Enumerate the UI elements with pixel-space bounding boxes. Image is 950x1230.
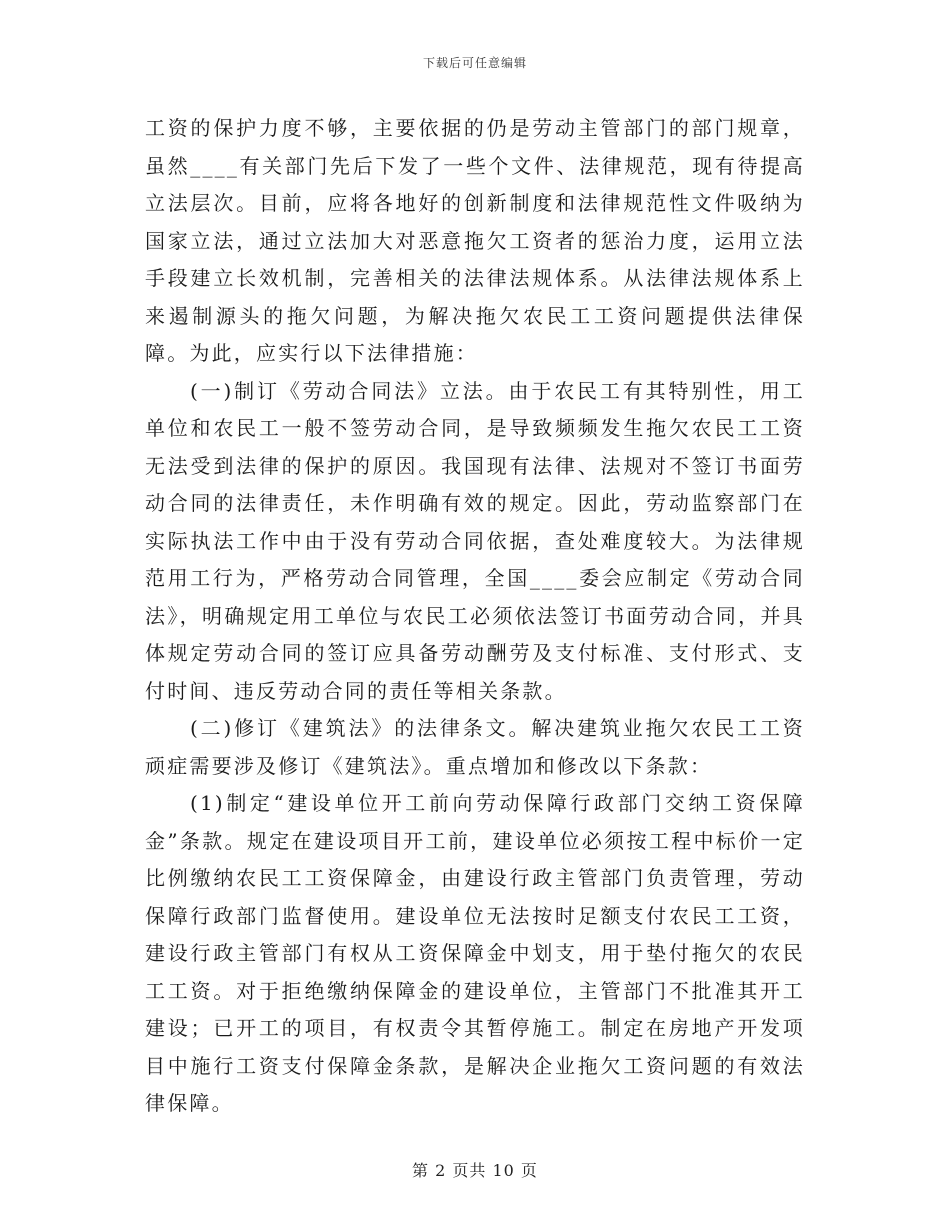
document-body [145, 110, 805, 1123]
paragraph-wage-guarantee: (1)制定“建设单位开工前向劳动保障行政部门交纳工资保障金”条款。规定在建设项目开工前，建设单位必须按工程中标价一定比例缴纳农民工工资保障金，由建设行政主管部门负责管理，劳动保障行政部门监督使用。建设单位无法按时足额支付农民工工资，建设行政主管部门有权从工资保障金中划支，用于垫付拖欠的农民工工资。对于拒绝缴纳保障金的建设单位，主管部门不批准其开工建设；已开工的项目，有权责令其暂停施工。制定在房地产开发项目中施行工资支付保障金条款，是解决企业拖欠工资问题的有效法律保障。 [145, 791, 805, 1115]
paragraph-intro: 工资的保护力度不够，主要依据的仍是劳动主管部门的部门规章，虽然____有关部门先后下发了一些个文件、法律规范，现有待提高立法层次。目前，应将各地好的创新制度和法律规范性文件吸纳为国家立法，通过立法加大对恶意拖欠工资者的惩治力度，运用立法手段建立长效机制，完善相关的法律法规体系。从法律法规体系上来遏制源头的拖欠问题，为解决拖欠农民工工资问题提供法律保障。为此，应实行以下法律措施： [145, 116, 805, 365]
page-header: 下载后可任意编辑 [422, 56, 527, 70]
page-number: 第 2 页共 10 页 [412, 1161, 538, 1180]
paragraph-labor-contract-law: (一)制订《劳动合同法》立法。由于农民工有其特别性，用工单位和农民工一般不签劳动合同，是导致频频发生拖欠农民工工资无法受到法律的保护的原因。我国现有法律、法规对不签订书面劳动合同的法律责任，未作明确有效的规定。因此，劳动监察部门在实际执法工作中由于没有劳动合同依据，查处难度较大。为法律规范用工行为，严格劳动合同管理，全国____委会应制定《劳动合同法》，明确规定用工单位与农民工必须依法签订书面劳动合同，并具体规定劳动合同的签订应具备劳动酬劳及支付标准、支付形式、支付时间、违反劳动合同的责任等相关条款。 [145, 378, 805, 703]
paragraph-construction-law: (二)修订《建筑法》的法律条文。解决建筑业拖欠农民工工资顽症需要涉及修订《建筑法》。重点增加和修改以下条款： [145, 716, 805, 778]
